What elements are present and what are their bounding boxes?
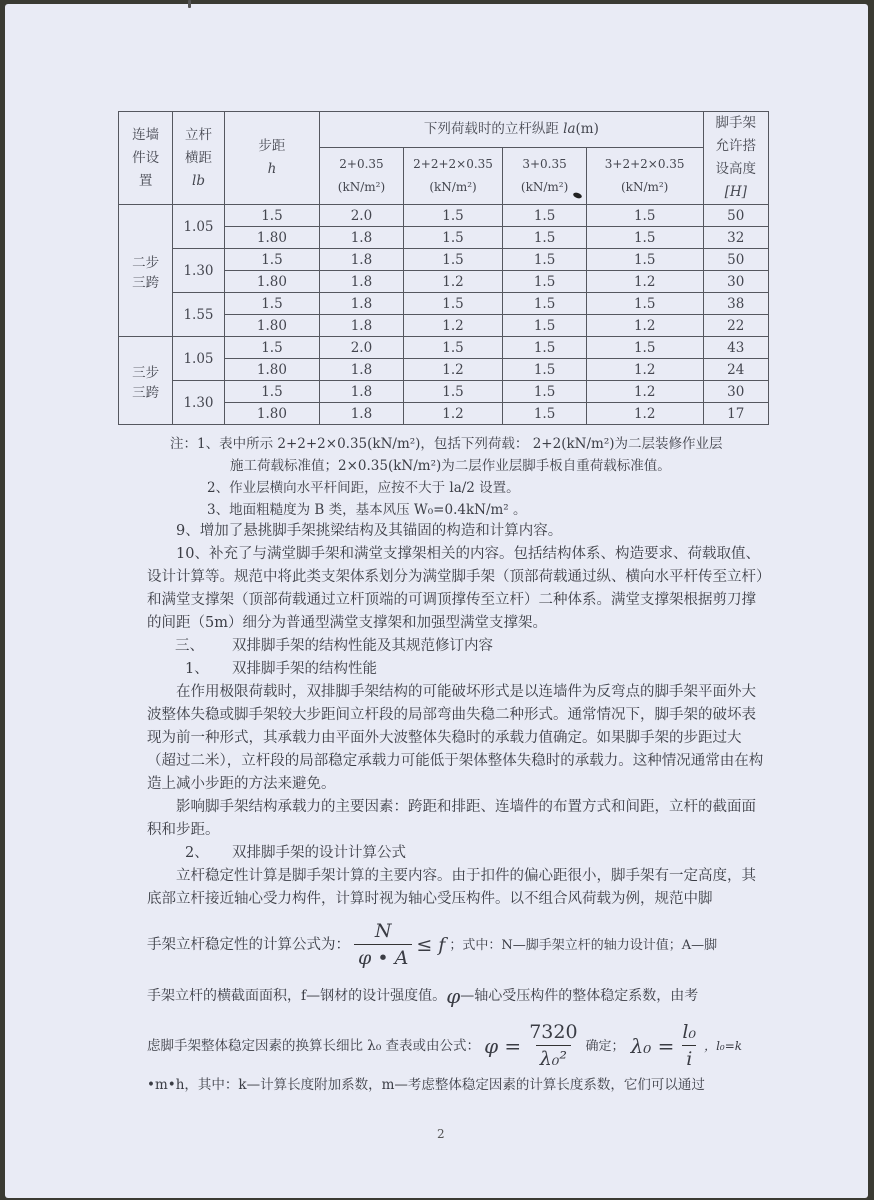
- pole-transverse-spacing: 1.55: [173, 293, 224, 337]
- subsection-heading-1: 1、 双排脚手架的结构性能: [185, 661, 377, 677]
- header-step: 步距 h: [224, 112, 320, 205]
- wall-tie-setting: 二步 三跨: [119, 205, 173, 337]
- header-allowed-height: 脚手架 允许搭 设高度 [H]: [703, 112, 768, 205]
- longitudinal-spacing-value: 1.5: [586, 227, 703, 249]
- longitudinal-spacing-value: 1.2: [586, 359, 703, 381]
- table-row: [119, 381, 769, 403]
- longitudinal-spacing-value: 1.2: [586, 403, 703, 425]
- stability-formula: $\frac{N}{\varphi • A}$: [354, 919, 412, 971]
- longitudinal-spacing-value: 1.5: [403, 381, 503, 403]
- header-load-group: 下列荷载时的立杆纵距 la(m): [320, 112, 703, 148]
- allowed-height-value: 38: [703, 293, 768, 315]
- body-text: [147, 520, 769, 1097]
- pole-transverse-spacing: 1.30: [173, 381, 224, 425]
- scaffold-spacing-table: [118, 111, 769, 425]
- note-3: 3、地面粗糙度为 B 类，基本风压 W₀=0.4kN/m² 。: [207, 502, 527, 518]
- longitudinal-spacing-value: 1.8: [320, 249, 404, 271]
- table-notes: [170, 433, 723, 521]
- step-value: 1.5: [224, 381, 320, 403]
- longitudinal-spacing-value: 1.5: [503, 249, 587, 271]
- header-wall-tie: 连墙 件设 置: [119, 112, 173, 205]
- subsection-heading-2: 2、 双排脚手架的设计计算公式: [185, 845, 406, 861]
- step-value: 1.5: [224, 293, 320, 315]
- paragraph-stability: 立杆稳定性计算是脚手架计算的主要内容。由于扣件的偏心距很小，脚手架有一定高度，其底部立杆接近轴心受力构件，计算时视为轴心受压构件。以不组合风荷载为例，规范中脚: [147, 868, 756, 907]
- longitudinal-spacing-value: 1.5: [503, 293, 587, 315]
- longitudinal-spacing-value: 1.5: [503, 403, 587, 425]
- longitudinal-spacing-value: 1.5: [503, 205, 587, 227]
- step-value: 1.5: [224, 249, 320, 271]
- longitudinal-spacing-value: 1.2: [403, 315, 503, 337]
- longitudinal-spacing-value: 1.8: [320, 315, 404, 337]
- slenderness-formula: $\frac{\text{l₀}}{i}$: [682, 1021, 697, 1070]
- step-value: 1.80: [224, 359, 320, 381]
- longitudinal-spacing-value: 1.8: [320, 381, 404, 403]
- longitudinal-spacing-value: 1.5: [503, 227, 587, 249]
- page-number: 2: [437, 1127, 445, 1141]
- allowed-height-value: 17: [703, 403, 768, 425]
- item-9: 9、增加了悬挑脚手架挑梁结构及其锚固的构造和计算内容。: [176, 523, 563, 539]
- longitudinal-spacing-value: 1.5: [403, 293, 503, 315]
- allowed-height-value: 30: [703, 381, 768, 403]
- paragraph-failure-modes: 在作用极限荷载时，双排脚手架结构的可能破坏形式是以连墙件为反弯点的脚手架平面外大波整体失稳或脚手架较大步距间立杆段的局部弯曲失稳二种形式。通常情况下，脚手架的破坏表现为前一种形式，其承载力由平面外大波整体失稳时的承载力值确定。如果脚手架的步距过大（超过二米），立杆段的局部稳定承载力可能低于架体整体失稳时的承载力。这种情况通常由在构造上减小步距的方法来避免。: [147, 684, 764, 792]
- scan-artifact: [188, 0, 191, 8]
- longitudinal-spacing-value: 1.8: [320, 293, 404, 315]
- longitudinal-spacing-value: 1.5: [503, 337, 587, 359]
- longitudinal-spacing-value: 1.5: [586, 205, 703, 227]
- note-1-cont: 施工荷载标准值；2×0.35(kN/m²)为二层作业层脚手板自重荷载标准值。: [230, 458, 671, 474]
- allowed-height-value: 50: [703, 249, 768, 271]
- formula-line-2: 手架立杆的横截面面积，f—钢材的设计强度值。 φ —轴心受压构件的整体稳定系数，由考: [147, 984, 699, 1008]
- table-row: [119, 205, 769, 227]
- allowed-height-value: 24: [703, 359, 768, 381]
- allowed-height-value: 22: [703, 315, 768, 337]
- paragraph-factors: 影响脚手架结构承载力的主要因素：跨距和排距、连墙件的布置方式和间距，立杆的截面面积和步距。: [147, 799, 756, 838]
- step-value: 1.5: [224, 337, 320, 359]
- step-value: 1.80: [224, 227, 320, 249]
- step-value: 1.80: [224, 315, 320, 337]
- longitudinal-spacing-value: 1.5: [403, 205, 503, 227]
- header-load-col: 3+2+2×0.35 (kN/m²): [586, 148, 703, 205]
- allowed-height-value: 50: [703, 205, 768, 227]
- item-10: 10、补充了与满堂脚手架和满堂支撑架相关的内容。包括结构体系、构造要求、荷载取值、设计计算等。规范中将此类支架体系划分为满堂脚手架（顶部荷载通过纵、横向水平杆传至立杆）和满堂支撑架（顶部荷载通过立杆顶端的可调顶撑传至立杆）二种体系。满堂支撑架根据剪刀撑的间距（5m）细分为普通型满堂支撑架和加强型满堂支撑架。: [147, 546, 764, 631]
- step-value: 1.5: [224, 205, 320, 227]
- step-value: 1.80: [224, 271, 320, 293]
- longitudinal-spacing-value: 1.5: [503, 271, 587, 293]
- longitudinal-spacing-value: 1.5: [403, 337, 503, 359]
- longitudinal-spacing-value: 1.8: [320, 227, 404, 249]
- longitudinal-spacing-value: 1.5: [403, 249, 503, 271]
- longitudinal-spacing-value: 1.2: [586, 381, 703, 403]
- longitudinal-spacing-value: 1.2: [403, 271, 503, 293]
- longitudinal-spacing-value: 1.5: [503, 381, 587, 403]
- longitudinal-spacing-value: 2.0: [320, 337, 404, 359]
- section-heading-3: 三、 双排脚手架的结构性能及其规范修订内容: [175, 638, 493, 654]
- table-row: [119, 337, 769, 359]
- wall-tie-setting: 三步 三跨: [119, 337, 173, 425]
- longitudinal-spacing-value: 1.2: [403, 359, 503, 381]
- header-load-col: 2+0.35 (kN/m²): [320, 148, 404, 205]
- allowed-height-value: 32: [703, 227, 768, 249]
- longitudinal-spacing-value: 1.8: [320, 403, 404, 425]
- pole-transverse-spacing: 1.05: [173, 205, 224, 249]
- table-row: [119, 293, 769, 315]
- pole-transverse-spacing: 1.30: [173, 249, 224, 293]
- table-row: [119, 249, 769, 271]
- header-pole-transverse: 立杆 横距 lb: [173, 112, 224, 205]
- longitudinal-spacing-value: 1.8: [320, 271, 404, 293]
- longitudinal-spacing-value: 1.5: [586, 337, 703, 359]
- longitudinal-spacing-value: 1.5: [403, 227, 503, 249]
- formula-line-3: 虑脚手架整体稳定因素的换算长细比 λ₀ 查表或由公式： φ = $\frac{7320}{\text{λ₀²}}$ 确定； λ₀ = $\frac{\text{l₀}}{i}$ ，l₀=k: [147, 1021, 743, 1070]
- longitudinal-spacing-value: 2.0: [320, 205, 404, 227]
- formula-line-1: 手架立杆稳定性的计算公式为： $\frac{N}{\varphi • A}$ ≤ f ；式中：N—脚手架立杆的轴力设计值；A—脚: [147, 920, 718, 969]
- longitudinal-spacing-value: 1.8: [320, 359, 404, 381]
- longitudinal-spacing-value: 1.2: [586, 271, 703, 293]
- note-2: 2、作业层横向水平杆间距，应按不大于 la/2 设置。: [207, 480, 520, 496]
- pole-transverse-spacing: 1.05: [173, 337, 224, 381]
- allowed-height-value: 30: [703, 271, 768, 293]
- allowed-height-value: 43: [703, 337, 768, 359]
- longitudinal-spacing-value: 1.2: [586, 315, 703, 337]
- longitudinal-spacing-value: 1.5: [586, 249, 703, 271]
- last-line: •m•h，其中：k—计算长度附加系数，m—考虑整体稳定因素的计算长度系数，它们可以通过: [147, 1077, 705, 1093]
- longitudinal-spacing-value: 1.2: [403, 403, 503, 425]
- longitudinal-spacing-value: 1.5: [503, 315, 587, 337]
- header-load-col: 2+2+2×0.35 (kN/m²): [403, 148, 503, 205]
- longitudinal-spacing-value: 1.5: [586, 293, 703, 315]
- longitudinal-spacing-value: 1.5: [503, 359, 587, 381]
- header-load-col: 3+0.35 (kN/m²): [503, 148, 587, 205]
- step-value: 1.80: [224, 403, 320, 425]
- phi-formula: $\frac{7320}{\text{λ₀²}}$: [529, 1021, 578, 1070]
- note-1: 注：1、表中所示 2+2+2×0.35(kN/m²)，包括下列荷载： 2+2(kN/m²)为二层装修作业层: [170, 436, 723, 452]
